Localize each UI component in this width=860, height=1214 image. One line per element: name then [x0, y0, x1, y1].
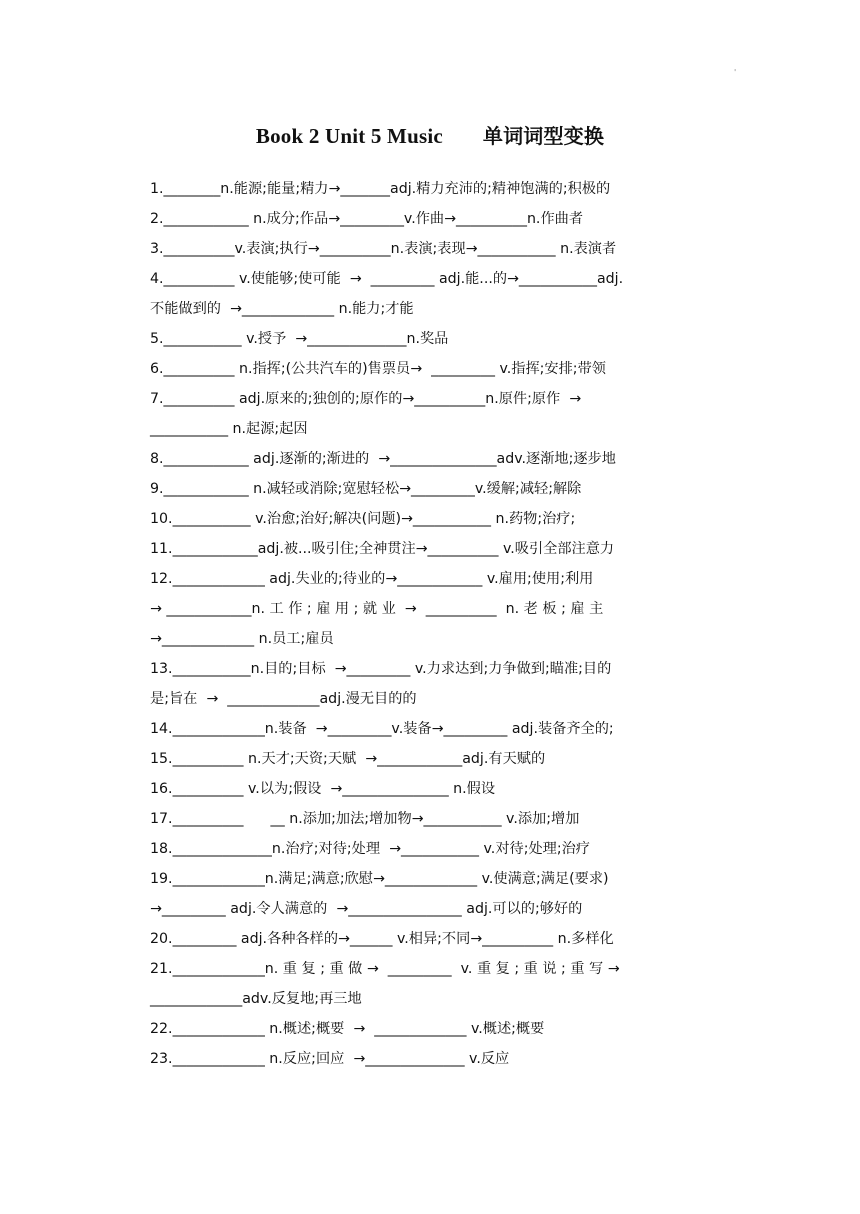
exercise-line: _____________adv.反复地;再三地	[150, 991, 362, 1007]
exercise-line: 4.__________ v.使能够;使可能 → _________ adj.能...的→___________adj.	[150, 271, 624, 287]
exercise-line: 9.____________ n.减轻或消除;宽慰轻松→_________v.缓解;减轻;解除	[150, 481, 582, 497]
exercise-line: 20._________ adj.各种各样的→______ v.相异;不同→__________ n.多样化	[150, 931, 614, 947]
exercise-line: 11.____________adj.被...吸引住;全神贯注→__________ v.吸引全部注意力	[150, 541, 615, 557]
exercise-line: 6.__________ n.指挥;(公共汽车的)售票员→ _________ v.指挥;安排;带领	[150, 361, 606, 377]
exercise-line: 12._____________ adj.失业的;待业的→____________ v.雇用;使用;利用	[150, 571, 594, 587]
exercise-line: 19._____________n.满足;满意;欣慰→_____________ v.使满意;满足(要求)	[150, 871, 609, 887]
exercise-line: 是;旨在 → _____________adj.漫无目的的	[150, 691, 417, 707]
exercise-line: →_________ adj.令人满意的 →________________ adj.可以的;够好的	[150, 901, 583, 917]
exercise-line: 8.____________ adj.逐渐的;渐进的 →_______________adv.逐渐地;逐步地	[150, 451, 616, 467]
corner-mark: '	[734, 68, 737, 77]
exercise-line: → ____________n. 工 作 ; 雇 用 ; 就 业 → __________ n. 老 板 ; 雇 主	[150, 601, 604, 617]
exercise-line: 10.___________ v.治愈;治好;解决(问题)→___________ n.药物;治疗;	[150, 511, 576, 527]
exercise-line: 22._____________ n.概述;概要 → _____________ v.概述;概要	[150, 1021, 545, 1037]
exercise-line: 15.__________ n.天才;天资;天赋 →____________adj.有天赋的	[150, 751, 546, 767]
exercise-line: 18.______________n.治疗;对待;处理 →___________ v.对待;处理;治疗	[150, 841, 590, 857]
exercise-line: 16.__________ v.以为;假设 →_______________ n.假设	[150, 781, 496, 797]
exercise-line: 5.___________ v.授予 →______________n.奖品	[150, 331, 449, 347]
exercise-line: ___________ n.起源;起因	[150, 421, 308, 437]
exercise-line: 17.__________ __ n.添加;加法;增加物→___________ v.添加;增加	[150, 811, 580, 827]
exercise-line: 2.____________ n.成分;作品→_________v.作曲→__________n.作曲者	[150, 211, 584, 227]
exercise-line: 7.__________ adj.原来的;独创的;原作的→__________n.原件;原作 →	[150, 391, 582, 407]
exercise-line: 1.________n.能源;能量;精力→_______adj.精力充沛的;精神饱满的;积极的	[150, 181, 611, 197]
exercise-line: 3.__________v.表演;执行→__________n.表演;表现→___________ n.表演者	[150, 241, 617, 257]
exercise-list	[150, 174, 710, 1074]
exercise-line: 14._____________n.装备 →_________v.装备→_________ adj.装备齐全的;	[150, 721, 614, 737]
exercise-line: →_____________ n.员工;雇员	[150, 631, 334, 647]
page-title	[0, 120, 860, 149]
title-english: Book 2 Unit 5 Music	[255, 124, 443, 148]
exercise-line: 13.___________n.目的;目标 →_________ v.力求达到;力争做到;瞄准;目的	[150, 661, 612, 677]
title-chinese: 单词词型变换	[482, 124, 605, 148]
exercise-line: 21._____________n. 重 复 ; 重 做 → _________ v. 重 复 ; 重 说 ; 重 写 →	[150, 961, 620, 977]
exercise-line: 不能做到的 →_____________ n.能力;才能	[150, 301, 414, 317]
exercise-line: 23._____________ n.反应;回应 →______________ v.反应	[150, 1051, 510, 1067]
